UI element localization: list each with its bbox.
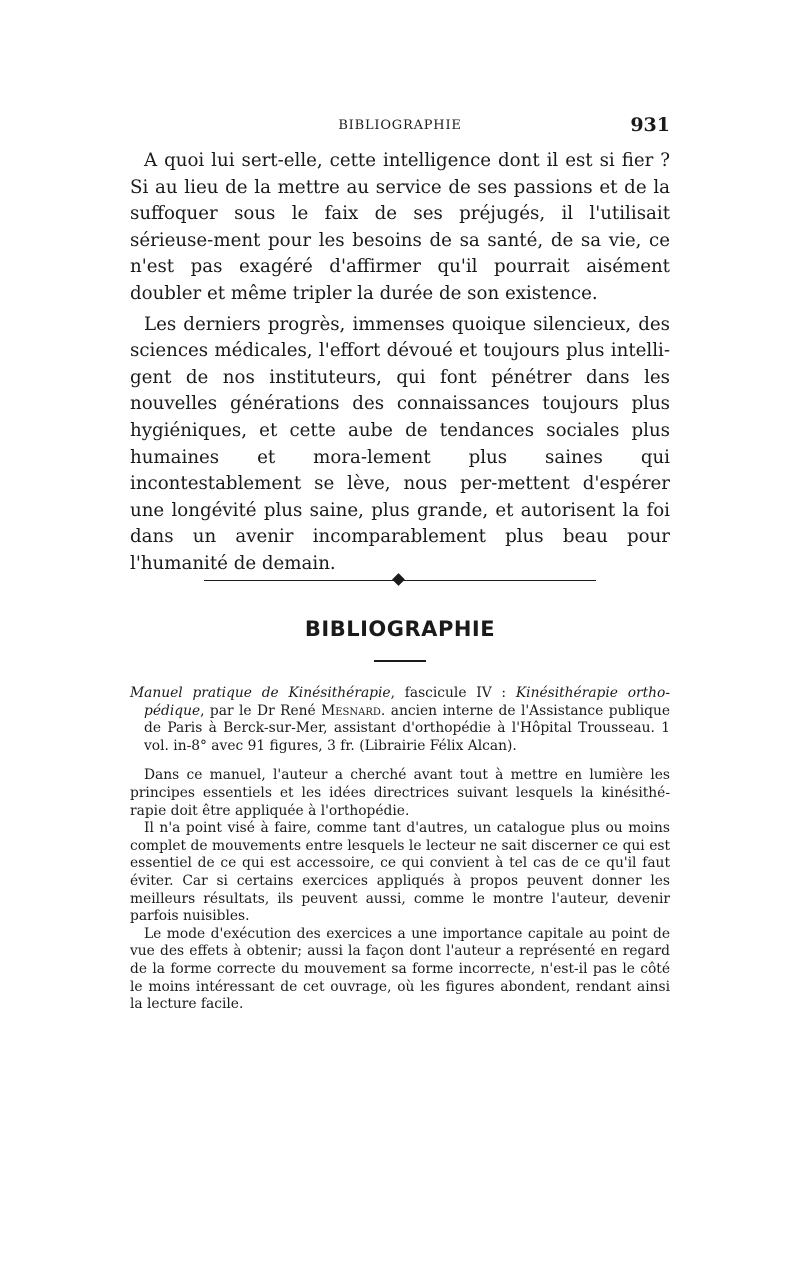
book-reference (130, 685, 670, 755)
review-paragraph: Le mode d'exécution des exercices a une importance capitale au point de vue des effets à obtenir; aussi la façon dont l'auteur a représenté en regard de la forme correcte du mouvement sa forme incorrecte, n'est-il pas le côté le moins intéressant de cet ouvrage, où les figures abondent, rendant ainsi la lecture facile. (130, 925, 670, 1013)
reference-separator: , par le Dr René (200, 702, 322, 719)
review-paragraph: Dans ce manuel, l'auteur a cherché avant tout à mettre en lumière les principes essentiels et les idées directrices suivant lesquels la kinésithé-rapie doit être appliquée à l'orthopédie. (130, 767, 670, 819)
book-review (130, 685, 670, 1014)
author-surname: Mesnard (321, 702, 381, 719)
reference-separator: , fascicule IV : (390, 685, 516, 701)
essay-conclusion (130, 148, 670, 578)
book-subtitle: Kinésithérapie ortho-pédique (144, 685, 671, 719)
essay-paragraph: Les derniers progrès, immenses quoique silencieux, des sciences médicales, l'effort dévoué et toujours plus intelli-gent de nos instituteurs, qui font pénétrer dans les nouvelles générations des connaissances toujours plus hygiéniques, et cette aube de tendances sociales plus humaines et mora-lement plus saines qui incontestablement se lève, nous per-mettent d'espérer une longévité plus saine, plus grande, et autorisent la foi dans un avenir incomparablement plus beau pour l'humanité de demain. (130, 313, 670, 574)
running-title: BIBLIOGRAPHIE (338, 118, 462, 133)
running-head (130, 116, 670, 140)
section-heading: BIBLIOGRAPHIE (304, 617, 496, 641)
book-title: Manuel pratique de Kinésithérapie (130, 685, 391, 701)
page-number: 931 (630, 114, 670, 136)
review-paragraph: Il n'a point visé à faire, comme tant d'autres, un catalogue plus ou moins complet de mouvements entre lesquels le lecteur ne sait discerner ce qui est essentiel de ce qui est accessoire, ce qui convient à tel cas de ce qu'il faut éviter. Car si certains exercices appliqués à propos peuvent donner les meilleurs résultats, ils peuvent aussi, comme le montre l'auteur, devenir parfois nuisibles. (130, 820, 670, 925)
essay-paragraph: A quoi lui sert-elle, cette intelligence dont il est si fier ? Si au lieu de la mettre au service de ses passions et de la suffoquer sous le faix de ses préjugés, il l'utilisait sérieuse-ment pour les besoins de sa santé, de sa vie, ce n'est pas exagéré d'affirmer qu'il pourrait aisément doubler et même tripler la durée de son existence. (130, 150, 670, 304)
heading-rule (374, 660, 426, 662)
reference-details: . ancien interne de l'Assistance publique de Paris à Berck-sur-Mer, assistant d'orthopédie à l'Hôpital Trousseau. 1 vol. in-8° avec 91 figures, 3 fr. (Librairie Félix Alcan). (144, 702, 670, 754)
diamond-ornament-icon (392, 573, 405, 586)
section-separator (204, 572, 596, 590)
